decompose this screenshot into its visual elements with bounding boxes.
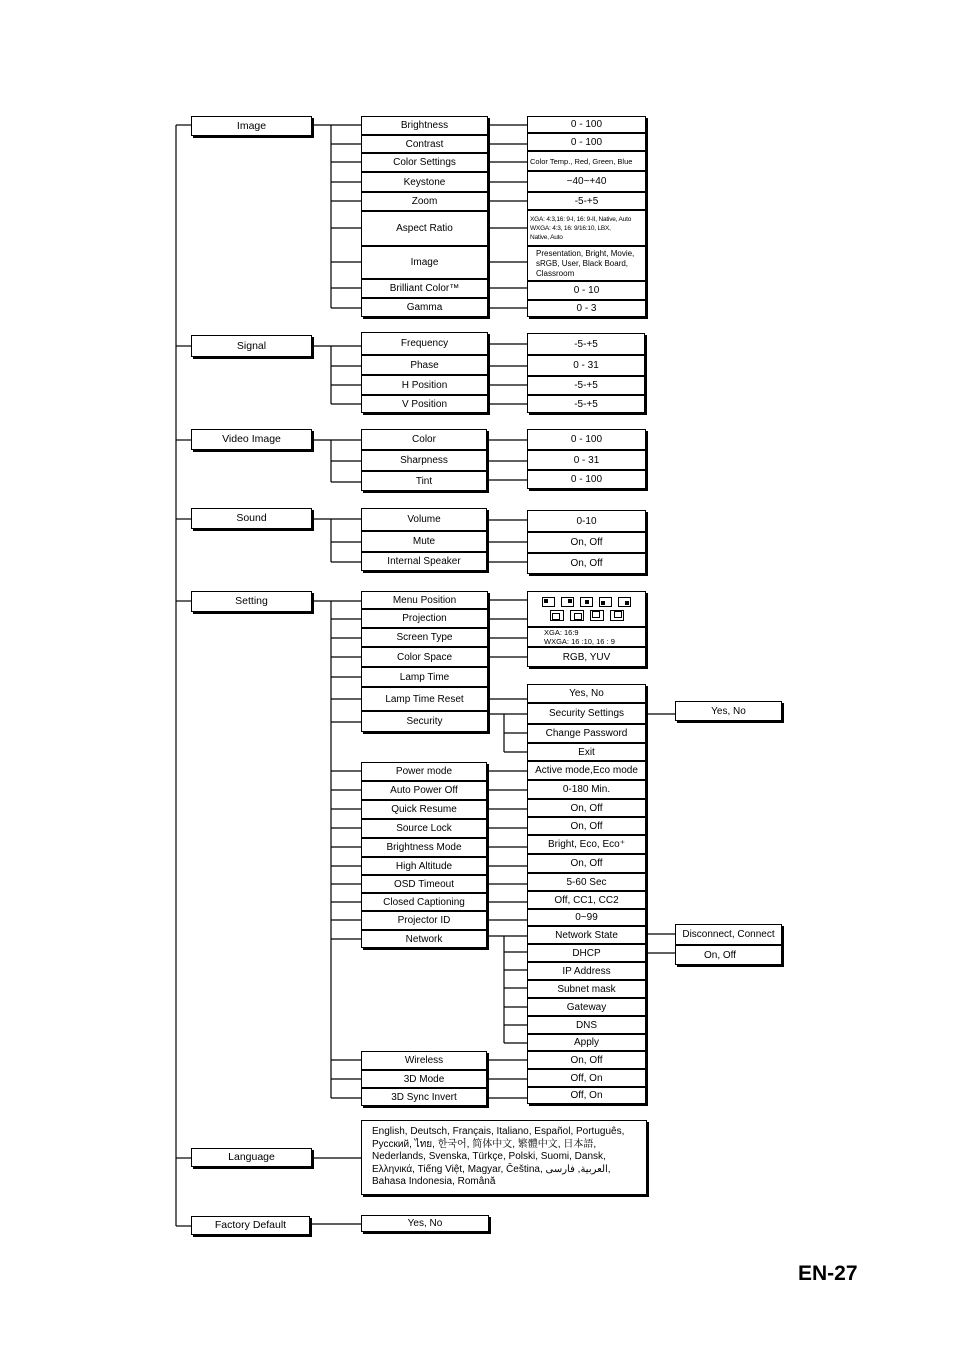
menu-setting[interactable]: Setting [191,591,312,612]
source-lock-value: On, Off [527,817,646,835]
projection-rear-ceiling-icon[interactable] [610,610,624,621]
setting-item-wireless[interactable]: Wireless [361,1051,487,1070]
3d-mode-value: Off, On [527,1069,646,1087]
projection-rear-desktop-icon[interactable] [570,610,584,621]
image-value-gamma: 0 - 3 [527,300,646,317]
screen-type-value: XGA: 16:9 WXGA: 16 :10, 16 : 9 [527,627,646,647]
factory-default-value: Yes, No [361,1215,489,1232]
video-value-color: 0 - 100 [527,429,646,450]
quick-resume-value: On, Off [527,799,646,817]
image-value-contrast: 0 - 100 [527,133,646,151]
security-sub-change-password[interactable]: Change Password [527,724,646,743]
3d-sync-invert-value: Off, On [527,1087,646,1104]
image-value-color-settings: Color Temp., Red, Green, Blue [527,151,646,171]
image-value-keystone: −40~+40 [527,171,646,192]
signal-item-h-position[interactable]: H Position [361,375,488,395]
security-sub-security-settings[interactable]: Security Settings [527,703,646,724]
setting-item-lamp-time-reset[interactable]: Lamp Time Reset [361,687,488,711]
setting-item-projection[interactable]: Projection [361,609,488,628]
sound-value-volume: 0-10 [527,510,646,532]
menu-signal[interactable]: Signal [191,335,312,357]
image-item-image[interactable]: Image [361,246,488,279]
menu-bottom-left-icon[interactable] [599,597,612,607]
signal-value-h-position: -5-+5 [527,376,645,395]
sound-value-internal-speaker: On, Off [527,553,646,574]
sound-value-mute: On, Off [527,532,646,553]
signal-item-frequency[interactable]: Frequency [361,332,488,355]
signal-item-phase[interactable]: Phase [361,355,488,375]
projection-front-ceiling-icon[interactable] [590,610,604,621]
closed-captioning-value: Off, CC1, CC2 [527,891,646,909]
page-number: EN-27 [798,1262,858,1285]
network-sub-network-state[interactable]: Network State [527,926,646,944]
setting-item-osd-timeout[interactable]: OSD Timeout [361,875,487,893]
menu-image[interactable]: Image [191,116,312,136]
menu-video-image[interactable]: Video Image [191,429,312,450]
network-sub-apply[interactable]: Apply [527,1034,646,1051]
setting-item-security[interactable]: Security [361,711,488,732]
menu-position-icon-row [542,597,631,607]
projection-icon-row [550,610,624,621]
security-sub-exit[interactable]: Exit [527,743,646,761]
setting-item-3d-mode[interactable]: 3D Mode [361,1070,487,1088]
network-sub-ip-address[interactable]: IP Address [527,962,646,980]
setting-item-3d-sync-invert[interactable]: 3D Sync Invert [361,1088,487,1106]
sound-item-mute[interactable]: Mute [361,531,487,552]
video-item-tint[interactable]: Tint [361,471,487,491]
image-item-brightness[interactable]: Brightness [361,116,488,135]
projector-id-value: 0~99 [527,909,646,926]
osd-timeout-value: 5-60 Sec [527,873,646,891]
setting-item-high-altitude[interactable]: High Altitude [361,857,487,875]
sound-item-internal-speaker[interactable]: Internal Speaker [361,552,487,571]
security-settings-value: Yes, No [675,701,782,721]
image-item-aspect-ratio[interactable]: Aspect Ratio [361,211,488,246]
menu-factory-default[interactable]: Factory Default [191,1216,310,1235]
signal-item-v-position[interactable]: V Position [361,395,488,413]
sound-item-volume[interactable]: Volume [361,508,487,531]
image-value-image: Presentation, Bright, Movie, sRGB, User, Black Board, Classroom [527,246,646,281]
high-altitude-value: On, Off [527,854,646,873]
video-item-color[interactable]: Color [361,429,487,450]
image-item-color-settings[interactable]: Color Settings [361,153,488,172]
menu-sound[interactable]: Sound [191,508,312,529]
image-value-brightness: 0 - 100 [527,116,646,133]
projection-front-desktop-icon[interactable] [550,610,564,621]
auto-power-off-value: 0-180 Min. [527,780,646,799]
setting-item-source-lock[interactable]: Source Lock [361,819,487,838]
setting-item-network[interactable]: Network [361,930,487,948]
setting-item-brightness-mode[interactable]: Brightness Mode [361,838,487,857]
signal-value-phase: 0 - 31 [527,355,645,376]
network-sub-dns[interactable]: DNS [527,1016,646,1034]
lamp-time-reset-value: Yes, No [527,684,646,703]
network-sub-gateway[interactable]: Gateway [527,998,646,1016]
dhcp-value: On, Off [675,945,782,965]
video-value-sharpness: 0 - 31 [527,450,646,470]
menu-position-icons [527,591,646,627]
image-value-zoom: -5-+5 [527,192,646,210]
menu-bottom-right-icon[interactable] [618,597,631,607]
language-options: English, Deutsch, Français, Italiano, Español, Português, Русский, ไทย, 한국어, 简体中文, 繁體中文, 日本語, Nederlands, Svenska, Türkçe, Polski, Suomi, Dansk, Ελληνικά, Tiếng Việt, Magyar, Čeština, العربية, فارسی, Bahasa Indonesia, Română [361,1120,647,1195]
setting-item-power-mode[interactable]: Power mode [361,762,487,781]
video-item-sharpness[interactable]: Sharpness [361,450,487,471]
color-space-value: RGB, YUV [527,647,646,667]
wireless-value: On, Off [527,1051,646,1069]
signal-value-frequency: -5-+5 [527,333,645,355]
video-value-tint: 0 - 100 [527,470,646,489]
image-value-aspect-ratio: XGA: 4:3,16: 9-I, 16: 9-II, Native, Auto WXGA: 4:3, 16: 9/16:10, LBX, Native, Auto [527,210,646,246]
image-item-gamma[interactable]: Gamma [361,298,488,317]
image-value-brilliant-color: 0 - 10 [527,281,646,300]
menu-top-left-icon[interactable] [542,597,555,607]
menu-top-right-icon[interactable] [561,597,574,607]
power-mode-value: Active mode,Eco mode [527,761,646,780]
signal-value-v-position: -5-+5 [527,395,645,413]
image-item-contrast[interactable]: Contrast [361,135,488,153]
setting-item-quick-resume[interactable]: Quick Resume [361,800,487,819]
network-sub-dhcp[interactable]: DHCP [527,944,646,962]
image-item-keystone[interactable]: Keystone [361,172,488,192]
setting-item-auto-power-off[interactable]: Auto Power Off [361,781,487,800]
setting-item-projector-id[interactable]: Projector ID [361,911,487,930]
image-item-brilliant-color[interactable]: Brilliant Color™ [361,279,488,298]
setting-item-lamp-time[interactable]: Lamp Time [361,667,488,687]
menu-center-icon[interactable] [580,597,593,607]
network-state-value: Disconnect, Connect [675,924,782,945]
setting-item-screen-type[interactable]: Screen Type [361,628,488,647]
brightness-mode-value: Bright, Eco, Eco⁺ [527,835,646,854]
menu-language[interactable]: Language [191,1148,312,1167]
setting-item-menu-position[interactable]: Menu Position [361,591,488,609]
setting-item-closed-captioning[interactable]: Closed Captioning [361,893,487,911]
setting-item-color-space[interactable]: Color Space [361,647,488,667]
image-item-zoom[interactable]: Zoom [361,192,488,211]
network-sub-subnet-mask[interactable]: Subnet mask [527,980,646,998]
